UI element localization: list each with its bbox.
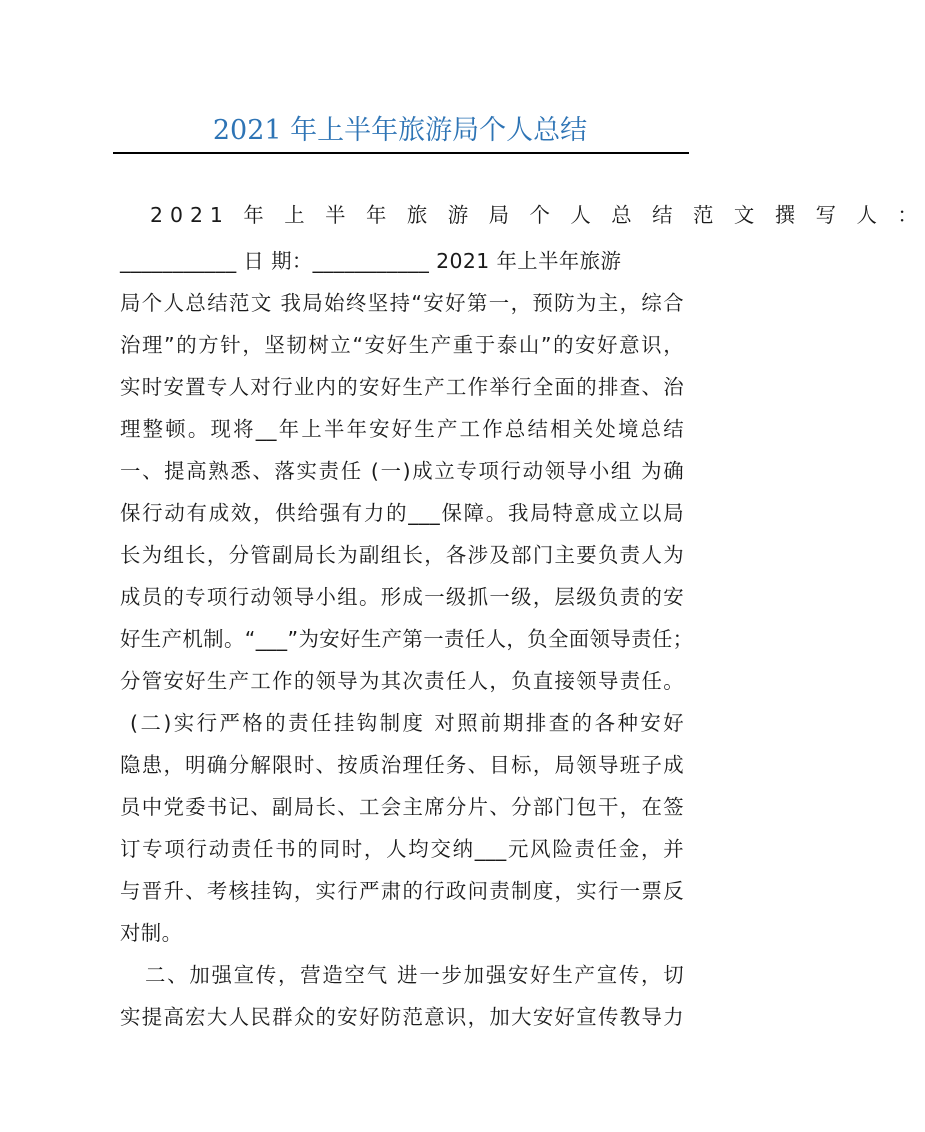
body-line: 隐患，明确分解限时、按质治理任务、目标，局领导班子成 [120,753,684,777]
title-underline [113,152,689,154]
body-line: 局个人总结范文 我局始终坚持“安好第一，预防为主，综合 [120,291,684,315]
body-line: ___________ 日 期：___________ 2021 年上半年旅游 [120,249,622,273]
body-line: 对制。 [120,921,183,945]
body-line: 实时安置专人对行业内的安好生产工作举行全面的排查、治 [120,375,684,399]
body-line: 保行动有成效，供给强有力的___保障。我局特意成立以局 [120,501,684,525]
body-line: 员中党委书记、副局长、工会主席分片、分部门包干，在签 [120,795,684,819]
body-line: 一、提高熟悉、落实责任 (一)成立专项行动领导小组 为确 [120,459,684,483]
body-line: 2021 年 上 半 年 旅 游 局 个 人 总 结 范 文 撰 写 人 ： [150,203,925,227]
body-line: 成员的专项行动领导小组。形成一级抓一级，层级负责的安 [120,585,684,609]
body-line: 分管安好生产工作的领导为其次责任人，负直接领导责任。 [120,669,684,693]
body-line: 理整顿。现将__年上半年安好生产工作总结相关处境总结 [120,417,684,441]
body-line: (二)实行严格的责任挂钩制度 对照前期排查的各种安好 [130,711,684,735]
body-line: 治理”的方针，坚韧树立“安好生产重于泰山”的安好意识， [120,333,684,357]
body-line: 订专项行动责任书的同时，人均交纳___元风险责任金，并 [120,837,684,861]
body-line: 长为组长，分管副局长为副组长，各涉及部门主要负责人为 [120,543,684,567]
body-line: 好生产机制。“___”为安好生产第一责任人，负全面领导责任； [120,627,694,651]
document-title: 2021 年上半年旅游局个人总结 [212,115,588,146]
body-line: 与晋升、考核挂钩，实行严肃的行政问责制度，实行一票反 [120,879,684,903]
body-line: 二、加强宣传，营造空气 进一步加强安好生产宣传，切 [145,963,684,987]
body-line: 实提高宏大人民群众的安好防范意识，加大安好宣传教导力 [120,1005,684,1029]
